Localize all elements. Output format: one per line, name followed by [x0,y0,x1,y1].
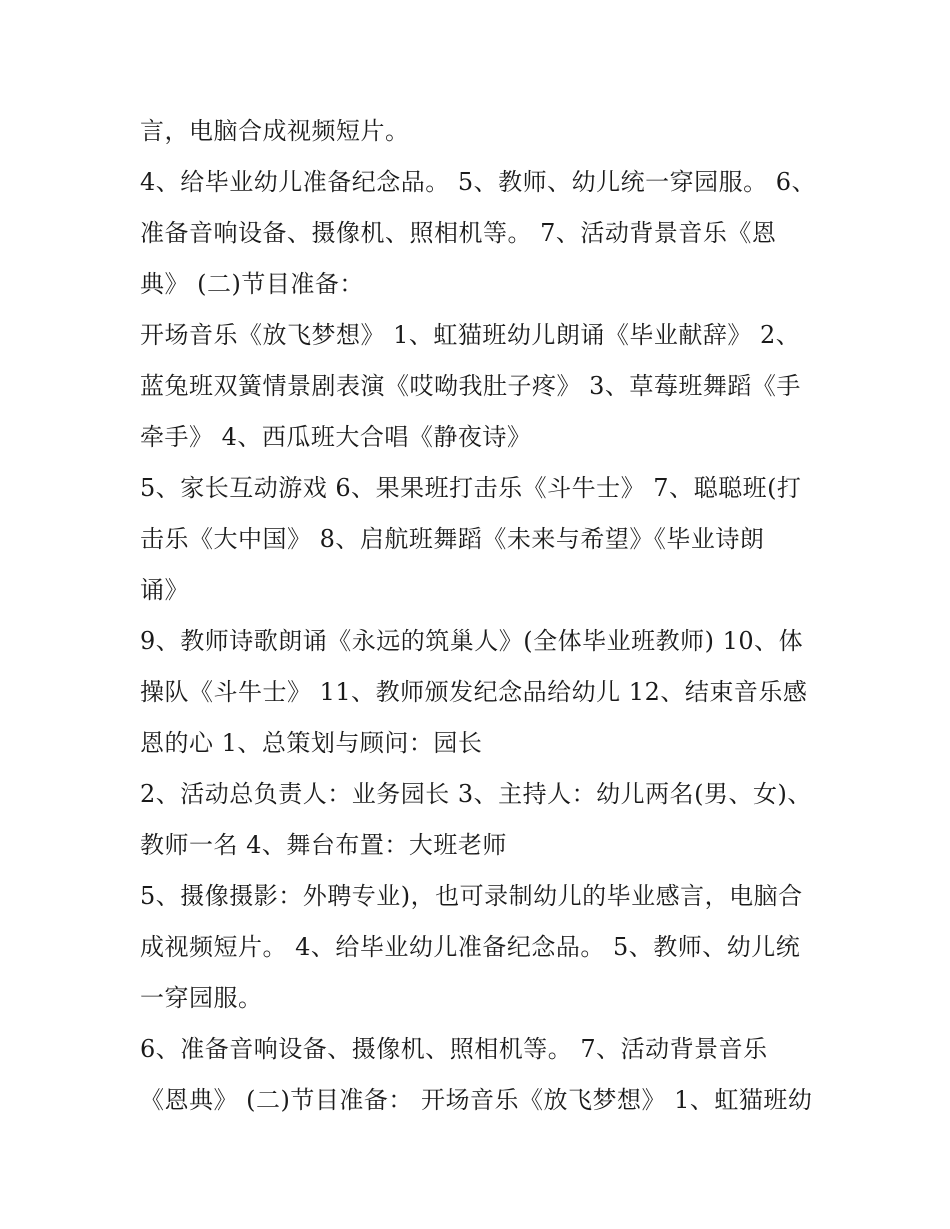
text-line: 言，电脑合成视频短片。 [140,117,410,145]
text-line: 4、给毕业幼儿准备纪念品。 5、教师、幼儿统一穿园服。 6、 [140,168,817,196]
text-line: 开场音乐《放飞梦想》 1、虹猫班幼儿朗诵《毕业献辞》 2、 [140,321,801,349]
text-line: 操队《斗牛士》 11、教师颁发纪念品给幼儿 12、结束音乐感 [140,678,808,706]
document-body [140,106,830,1126]
text-line: 典》 (二)节目准备： [140,270,364,298]
text-line: 准备音响设备、摄像机、照相机等。 7、活动背景音乐《恩 [140,219,777,247]
text-line: 9、教师诗歌朗诵《永远的筑巢人》(全体毕业班教师) 10、体 [140,627,804,655]
text-line: 教师一名 4、舞台布置：大班老师 [140,831,507,859]
text-line: 击乐《大中国》 8、启航班舞蹈《未来与希望》《毕业诗朗 [140,525,765,553]
text-line: 6、准备音响设备、摄像机、照相机等。 7、活动背景音乐 [140,1035,768,1063]
text-line: 《恩典》 (二)节目准备： 开场音乐《放飞梦想》 1、虹猫班幼 [140,1086,813,1114]
text-line: 诵》 [140,576,189,604]
text-line: 一穿园服。 [140,984,263,1012]
text-line: 成视频短片。 4、给毕业幼儿准备纪念品。 5、教师、幼儿统 [140,933,801,961]
text-line: 蓝兔班双簧情景剧表演《哎呦我肚子疼》 3、草莓班舞蹈《手 [140,372,801,400]
text-line: 2、活动总负责人：业务园长 3、主持人：幼儿两名(男、女)、 [140,780,812,808]
text-line: 5、家长互动游戏 6、果果班打击乐《斗牛士》 7、聪聪班(打 [140,474,802,502]
text-line: 牵手》 4、西瓜班大合唱《静夜诗》 [140,423,532,451]
text-line: 5、摄像摄影：外聘专业)，也可录制幼儿的毕业感言，电脑合 [140,882,803,910]
text-line: 恩的心 1、总策划与顾问：园长 [140,729,483,757]
